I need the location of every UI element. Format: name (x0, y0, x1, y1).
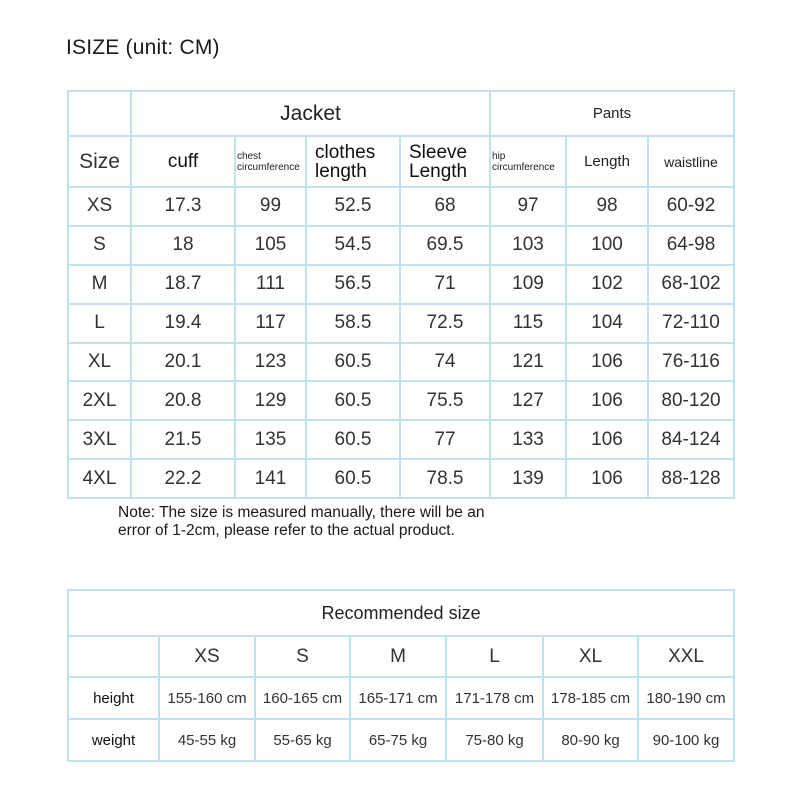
length-cell: 98 (566, 187, 648, 226)
weight-value: 75-80 kg (446, 719, 543, 761)
chest-header-line1: chest (237, 150, 261, 162)
waistline-cell: 64-98 (648, 226, 734, 265)
weight-value: 55-65 kg (255, 719, 350, 761)
sleeve-length-cell: 69.5 (400, 226, 490, 265)
length-cell: 104 (566, 304, 648, 343)
recommended-title: Recommended size (68, 590, 734, 636)
hip-circumference-column-header (490, 136, 566, 187)
chest-cell: 117 (235, 304, 306, 343)
pants-group-header: Pants (490, 91, 734, 136)
measurement-note (118, 504, 578, 540)
size-cell: XS (68, 187, 131, 226)
clothes-header-line1: clothes (315, 141, 376, 163)
clothes-length-cell: 56.5 (306, 265, 400, 304)
recommended-size-cell: L (446, 636, 543, 677)
weight-label: weight (68, 719, 159, 761)
sleeve-length-column-header (400, 136, 490, 187)
cuff-cell: 18.7 (131, 265, 235, 304)
clothes-header-line2: length (315, 160, 367, 182)
note-line2: error of 1-2cm, please refer to the actual product. (118, 522, 455, 539)
recommended-size-cell: M (350, 636, 446, 677)
size-cell: M (68, 265, 131, 304)
sleeve-length-cell: 68 (400, 187, 490, 226)
group-header-row (68, 91, 734, 136)
hip-cell: 139 (490, 459, 566, 498)
cuff-column-header: cuff (131, 136, 235, 187)
recommended-title-row (68, 590, 734, 636)
length-cell: 102 (566, 265, 648, 304)
hip-cell: 127 (490, 381, 566, 420)
recommended-weight-row (68, 719, 734, 761)
size-row (68, 304, 734, 343)
recommended-height-row (68, 677, 734, 719)
hip-cell: 121 (490, 343, 566, 382)
recommended-size-cell: S (255, 636, 350, 677)
waistline-cell: 80-120 (648, 381, 734, 420)
weight-value: 90-100 kg (638, 719, 734, 761)
waistline-cell: 76-116 (648, 343, 734, 382)
chest-cell: 111 (235, 265, 306, 304)
size-cell: 4XL (68, 459, 131, 498)
chest-cell: 105 (235, 226, 306, 265)
size-cell: L (68, 304, 131, 343)
height-value: 165-171 cm (350, 677, 446, 719)
size-row (68, 343, 734, 382)
size-rows (68, 187, 734, 498)
recommended-size-cell: XXL (638, 636, 734, 677)
waistline-cell: 68-102 (648, 265, 734, 304)
size-column-header: Size (68, 136, 131, 187)
weight-value: 45-55 kg (159, 719, 255, 761)
clothes-length-cell: 60.5 (306, 343, 400, 382)
waistline-cell: 84-124 (648, 420, 734, 459)
clothes-length-cell: 54.5 (306, 226, 400, 265)
height-value: 178-185 cm (543, 677, 638, 719)
cuff-cell: 18 (131, 226, 235, 265)
sleeve-header-line1: Sleeve (409, 141, 468, 163)
recommended-size-table (67, 589, 735, 762)
hip-cell: 133 (490, 420, 566, 459)
size-row (68, 226, 734, 265)
chest-cell: 135 (235, 420, 306, 459)
column-header-row (68, 136, 734, 187)
weight-value: 65-75 kg (350, 719, 446, 761)
hip-cell: 97 (490, 187, 566, 226)
waistline-cell: 72-110 (648, 304, 734, 343)
height-value: 160-165 cm (255, 677, 350, 719)
size-cell: S (68, 226, 131, 265)
cuff-cell: 17.3 (131, 187, 235, 226)
recommended-size-cell: XS (159, 636, 255, 677)
sleeve-length-cell: 77 (400, 420, 490, 459)
clothes-length-column-header (306, 136, 400, 187)
recommended-size-row (68, 636, 734, 677)
size-row (68, 265, 734, 304)
hip-cell: 109 (490, 265, 566, 304)
size-row (68, 459, 734, 498)
size-cell: 2XL (68, 381, 131, 420)
sleeve-header-line2: Length (409, 160, 468, 182)
length-cell: 106 (566, 381, 648, 420)
chest-cell: 99 (235, 187, 306, 226)
sleeve-length-cell: 71 (400, 265, 490, 304)
jacket-group-header: Jacket (131, 91, 490, 136)
recommended-size-cell: XL (543, 636, 638, 677)
corner-cell (68, 91, 131, 136)
cuff-cell: 22.2 (131, 459, 235, 498)
size-cell: XL (68, 343, 131, 382)
clothes-length-cell: 60.5 (306, 459, 400, 498)
sleeve-length-cell: 74 (400, 343, 490, 382)
note-line1: Note: The size is measured manually, there will be an (118, 504, 485, 521)
length-cell: 106 (566, 459, 648, 498)
height-value: 180-190 cm (638, 677, 734, 719)
clothes-length-cell: 60.5 (306, 381, 400, 420)
chest-header-line2: circumference (237, 161, 300, 173)
clothes-length-cell: 58.5 (306, 304, 400, 343)
length-cell: 100 (566, 226, 648, 265)
length-cell: 106 (566, 420, 648, 459)
cuff-cell: 20.8 (131, 381, 235, 420)
chest-circumference-column-header (235, 136, 306, 187)
size-row (68, 381, 734, 420)
clothes-length-cell: 52.5 (306, 187, 400, 226)
length-cell: 106 (566, 343, 648, 382)
page-title: ISIZE (unit: CM) (66, 36, 220, 59)
height-value: 155-160 cm (159, 677, 255, 719)
cuff-cell: 19.4 (131, 304, 235, 343)
sleeve-length-cell: 72.5 (400, 304, 490, 343)
sleeve-length-cell: 75.5 (400, 381, 490, 420)
size-cell: 3XL (68, 420, 131, 459)
hip-header-line2: circumference (492, 161, 555, 173)
waistline-cell: 88-128 (648, 459, 734, 498)
height-label: height (68, 677, 159, 719)
chest-cell: 123 (235, 343, 306, 382)
chest-cell: 141 (235, 459, 306, 498)
hip-cell: 115 (490, 304, 566, 343)
waistline-column-header: waistline (648, 136, 734, 187)
chest-cell: 129 (235, 381, 306, 420)
clothes-length-cell: 60.5 (306, 420, 400, 459)
height-value: 171-178 cm (446, 677, 543, 719)
weight-value: 80-90 kg (543, 719, 638, 761)
size-row (68, 420, 734, 459)
cuff-cell: 20.1 (131, 343, 235, 382)
hip-header-line1: hip (492, 150, 506, 162)
cuff-cell: 21.5 (131, 420, 235, 459)
size-chart-table (67, 90, 735, 499)
sleeve-length-cell: 78.5 (400, 459, 490, 498)
size-row (68, 187, 734, 226)
length-column-header: Length (566, 136, 648, 187)
hip-cell: 103 (490, 226, 566, 265)
recommended-corner-cell (68, 636, 159, 677)
waistline-cell: 60-92 (648, 187, 734, 226)
